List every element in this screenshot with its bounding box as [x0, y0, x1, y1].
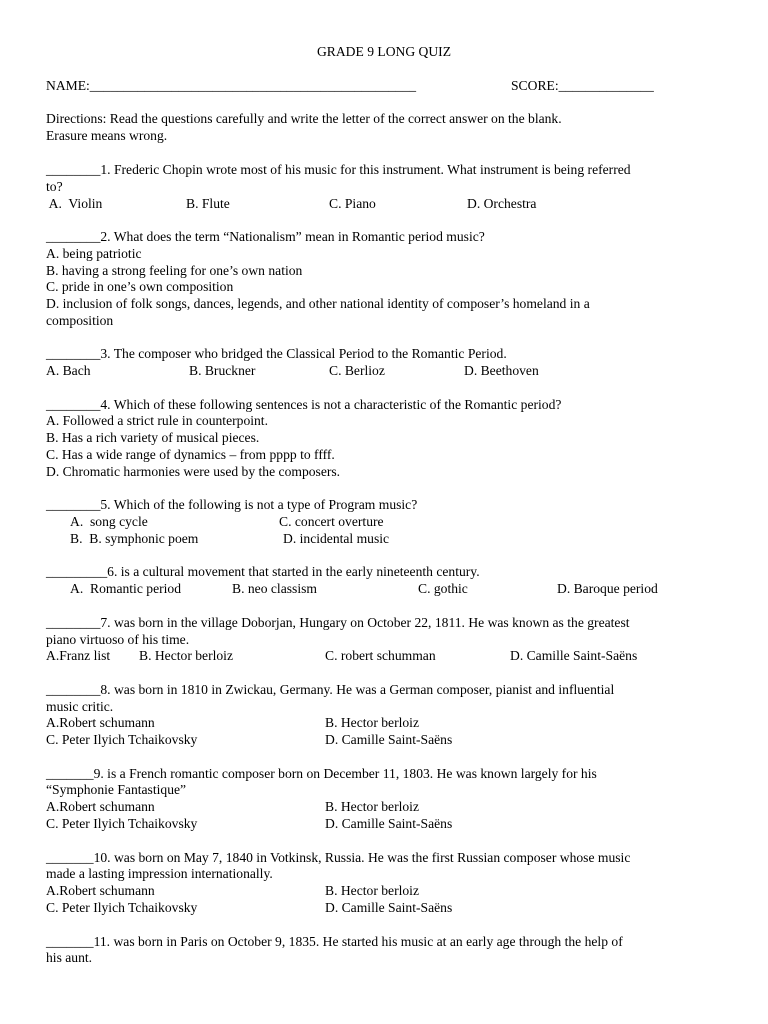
- question-10-text-cont: made a lasting impression internationally.: [46, 866, 273, 881]
- question-8-option-b: B. Hector berloiz: [325, 715, 419, 730]
- question-2-option-c: C. pride in one’s own composition: [46, 279, 234, 294]
- question-7-text: ________7. was born in the village Doborjan, Hungary on October 22, 1811. He was known as the greatest: [46, 615, 630, 630]
- question-1-option-c: C. Piano: [329, 196, 376, 211]
- name-field: NAME:________________________________________________: [46, 78, 417, 93]
- question-1-option-a: A. Violin: [46, 196, 103, 211]
- question-9-option-d: D. Camille Saint-Saëns: [325, 816, 453, 831]
- question-10-text: _______10. was born on May 7, 1840 in Votkinsk, Russia. He was the first Russian composer whose music: [46, 850, 631, 865]
- question-7-option-b: B. Hector berloiz: [139, 648, 233, 663]
- question-5-option-b: B. B. symphonic poem: [70, 531, 199, 546]
- question-5-option-c: C. concert overture: [279, 514, 384, 529]
- question-9-option-a: A.Robert schumann: [46, 799, 155, 814]
- question-10-option-a: A.Robert schumann: [46, 883, 155, 898]
- question-6-option-c: C. gothic: [418, 581, 468, 596]
- directions-line-2: Erasure means wrong.: [46, 128, 168, 143]
- page-title: GRADE 9 LONG QUIZ: [316, 44, 452, 59]
- question-1-text: ________1. Frederic Chopin wrote most of his music for this instrument. What instrument is being referred: [46, 162, 631, 177]
- question-1-option-b: B. Flute: [186, 196, 230, 211]
- question-11-text: _______11. was born in Paris on October 9, 1835. He started his music at an early age through the help of: [46, 934, 623, 949]
- question-5-option-d: D. incidental music: [283, 531, 390, 546]
- question-10-option-b: B. Hector berloiz: [325, 883, 419, 898]
- question-7-option-c: C. robert schumman: [325, 648, 436, 663]
- question-7-option-a: A.Franz list: [46, 648, 111, 663]
- question-4-option-d: D. Chromatic harmonies were used by the composers.: [46, 464, 341, 479]
- question-11-text-cont: his aunt.: [46, 950, 93, 965]
- question-8-option-d: D. Camille Saint-Saëns: [325, 732, 453, 747]
- question-6-option-b: B. neo classism: [232, 581, 317, 596]
- question-4-option-a: A. Followed a strict rule in counterpoint.: [46, 413, 268, 428]
- question-3-text: ________3. The composer who bridged the Classical Period to the Romantic Period.: [46, 346, 507, 361]
- question-8-text-cont: music critic.: [46, 699, 114, 714]
- directions-line-1: Directions: Read the questions carefully and write the letter of the correct answer on the blank.: [46, 111, 562, 126]
- question-8-text: ________8. was born in 1810 in Zwickau, Germany. He was a German composer, pianist and influential: [46, 682, 615, 697]
- question-5-text: ________5. Which of the following is not a type of Program music?: [46, 497, 418, 512]
- question-4-option-c: C. Has a wide range of dynamics – from pppp to ffff.: [46, 447, 335, 462]
- question-3-option-b: B. Bruckner: [189, 363, 256, 378]
- question-8-option-c: C. Peter Ilyich Tchaikovsky: [46, 732, 198, 747]
- question-2-option-a: A. being patriotic: [46, 246, 142, 261]
- question-3-option-c: C. Berlioz: [329, 363, 385, 378]
- question-10-option-d: D. Camille Saint-Saëns: [325, 900, 453, 915]
- question-1-option-d: D. Orchestra: [467, 196, 537, 211]
- question-5-option-a: A. song cycle: [70, 514, 148, 529]
- question-9-option-b: B. Hector berloiz: [325, 799, 419, 814]
- question-7-text-cont: piano virtuoso of his time.: [46, 632, 190, 647]
- question-1-text-cont: to?: [46, 179, 63, 194]
- question-9-text: _______9. is a French romantic composer born on December 11, 1803. He was known largely for his: [46, 766, 597, 781]
- question-6-option-d: D. Baroque period: [557, 581, 658, 596]
- question-9-option-c: C. Peter Ilyich Tchaikovsky: [46, 816, 198, 831]
- question-7-option-d: D. Camille Saint-Saëns: [510, 648, 638, 663]
- question-2-option-d: D. inclusion of folk songs, dances, legends, and other national identity of composer’s homeland in a: [46, 296, 590, 311]
- question-9-text-cont: “Symphonie Fantastique”: [46, 782, 187, 797]
- question-3-option-a: A. Bach: [46, 363, 91, 378]
- question-6-text: _________6. is a cultural movement that started in the early nineteenth century.: [46, 564, 480, 579]
- question-6-option-a: A. Romantic period: [70, 581, 181, 596]
- question-3-option-d: D. Beethoven: [464, 363, 539, 378]
- question-4-option-b: B. Has a rich variety of musical pieces.: [46, 430, 260, 445]
- question-4-text: ________4. Which of these following sentences is not a characteristic of the Romantic period?: [46, 397, 562, 412]
- score-field: SCORE:______________: [511, 78, 654, 93]
- question-2-option-d-cont: composition: [46, 313, 114, 328]
- question-2-text: ________2. What does the term “Nationalism” mean in Romantic period music?: [46, 229, 485, 244]
- question-10-option-c: C. Peter Ilyich Tchaikovsky: [46, 900, 198, 915]
- question-2-option-b: B. having a strong feeling for one’s own nation: [46, 263, 303, 278]
- question-8-option-a: A.Robert schumann: [46, 715, 155, 730]
